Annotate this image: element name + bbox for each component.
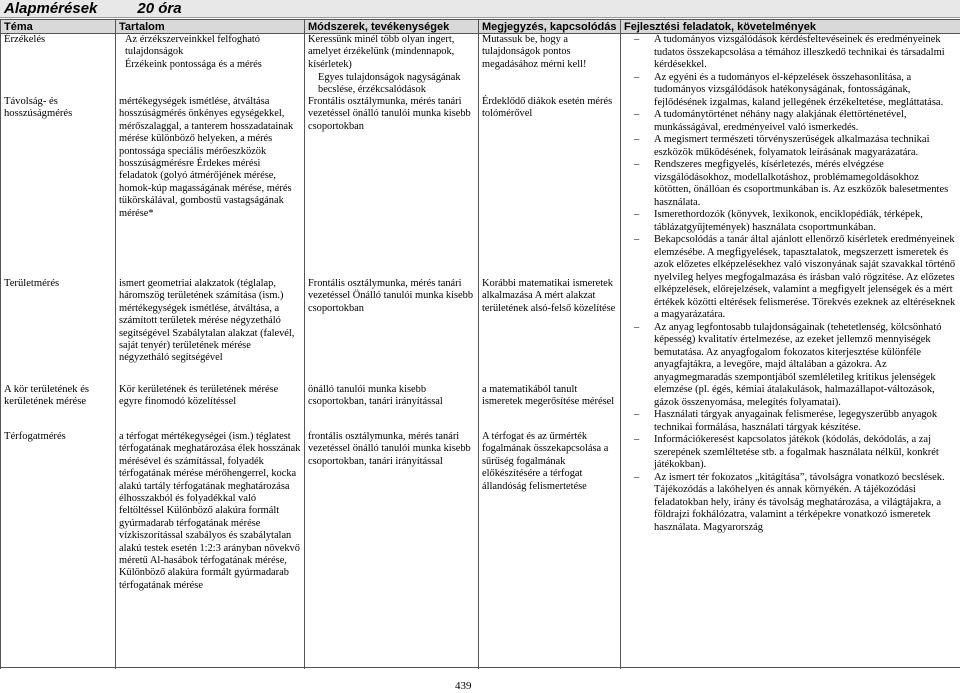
development-column xyxy=(621,34,960,669)
page-number: 439 xyxy=(455,680,472,692)
table-row xyxy=(1,34,960,669)
notes-volume: A térfogat és az űrmérték fogalmának összekapcsolása a sűrűség fogalmának előkészítésére a térfogat állandóság felismertetése xyxy=(482,431,609,492)
column-header-notes: Megjegyzés, kapcsolódás xyxy=(479,20,621,34)
topic-circle: A kör területének és kerületének mérése xyxy=(4,384,90,408)
list-item: – A tudománytörténet néhány nagy alakjának élettörténetével, munkásságával, eredményeivel való ismerkedés. xyxy=(634,109,957,134)
topic-distance-length: Távolság- és hosszúságmérés xyxy=(4,96,73,120)
curriculum-table xyxy=(0,19,960,669)
column-header-development: Fejlesztési feladatok, követelmények xyxy=(621,20,960,34)
list-item: – Információkeresést kapcsolatos játékok (kódolás, dekódolás, a zaj szerepének szemléltetése stb. a fogalmak használata nélkül, konkrét játékokban). xyxy=(634,434,957,472)
methods-estimation: Egyes tulajdonságok nagyságának becslése, érzékcsalódások xyxy=(318,72,461,96)
page-title xyxy=(0,0,960,18)
notes-perception: Mutassuk be, hogy a tulajdonságok pontos megadásához mérni kell! xyxy=(482,34,587,70)
column-header-content: Tartalom xyxy=(116,20,305,34)
section-hours: 20 óra xyxy=(137,0,182,17)
table-header-row xyxy=(1,20,960,34)
methods-area: Frontális osztálymunka, mérés tanári vezetéssel Önálló tanulói munka kisebb csoportokban xyxy=(308,278,474,314)
column-header-methods: Módszerek, tevékenységek xyxy=(305,20,479,34)
topic-volume: Térfogatmérés xyxy=(4,431,66,442)
notes-area: Korábbi matematikai ismeretek alkalmazása A mért alakzat területének alsó-felső közelítése xyxy=(482,278,616,314)
development-list xyxy=(624,34,957,534)
content-senses: Az érzékszerveinkkel felfogható tulajdonságok xyxy=(125,34,261,58)
list-item: – Ismerethordozók (könyvek, lexikonok, enciklopédiák, térképek, táblázatgyűjtemények) használata csoportmunkában. xyxy=(634,209,957,234)
content-circle: Kör kerületének és területének mérése egyre finomodó közelítéssel xyxy=(119,384,279,408)
methods-perception: Keressünk minél több olyan ingert, amelyet érzékelünk (mindennapok, kísérletek) xyxy=(308,34,455,70)
table-bottom-border xyxy=(0,667,960,668)
topic-area: Területmérés xyxy=(4,278,60,289)
content-length: mértékegységek ismétlése, átváltása hosszúságmérés önkényes egységekkel, mérőszalaggal, a tanterem hosszadatainak mérése különböző helyeken, a mérés pontossága speciális mérőeszközök hosszúságmérésre Érdekes mérési feladatok (golyó átmérőjének mérése, homok-kúp magasságának mérése, mérés tükörskálával, gombostű vastagságának mérése* xyxy=(119,96,294,219)
methods-volume: frontális osztálymunka, mérés tanári vezetéssel önálló tanulói munka kisebb csoportokban, tanári irányítással xyxy=(308,431,471,467)
list-item: – Használati tárgyak anyagainak felismerése, legegyszerűbb anyagok technikai formálása, használati tárgyak készítése. xyxy=(634,409,957,434)
content-column xyxy=(116,34,305,669)
column-header-topic: Téma xyxy=(1,20,116,34)
topic-perception: Érzékelés xyxy=(4,34,46,45)
methods-column xyxy=(305,34,479,669)
list-item: – Az ismert tér fokozatos „kitágítása”, távolságra vonatkozó becslések. Tájékozódás a lakóhelyen és annak környékén. A tájékozódási feladatokban hely, irány és távolság meghatározása, a világtájakra, a földrajzi fokhálózatra, valamint a térképekre vonatkozó ismeretek használata. Magyarország xyxy=(634,472,957,535)
list-item: – A megismert természeti törvényszerűségek alkalmazása technikai eszközök működésének, folyamatok leírásának magyarázatára. xyxy=(634,134,957,159)
list-item: – Az egyéni és a tudományos el-képzelések összehasonlítása, a tudományos vizsgálódások hatékonyságának, fontosságának, fejlődésének izgalmas, kaland jellegének érzékeltetése, megláttatása. xyxy=(634,72,957,110)
list-item: – Rendszeres megfigyelés, kísérletezés, mérés elvégzése vizsgálódásokhoz, modellalkotáshoz, problémamegoldásokhoz kötötten, önállóan és csoportmunkában is. Az eszközök balesetmentes használata. xyxy=(634,159,957,209)
notes-column xyxy=(479,34,621,669)
content-area: ismert geometriai alakzatok (téglalap, háromszög területének számítása (ism.) mértékegységek ismétlése, átváltása, a számított területek mérése négyzetháló segítségével Szabálytalan alakzat (falevél, saját tenyér) területének mérése négyzetháló segítségével xyxy=(119,278,295,364)
notes-circle: a matematikából tanult ismeretek megerősítése mérésel xyxy=(482,384,615,408)
list-item: – Az anyag legfontosabb tulajdonságainak (tehetetlenség, kölcsönható képesség) kvalitatív értelmezése, az ezeket jellemző mennyiségek bemutatása. Az anyagfogalom fokozatos kiterjesztése különféle anyagfajtákra, a levegőre, majd általában a gázokra. Az anyagmegmaradás szempontjából szemléletileg kritikus jelenségek elemzése (pl. égés, kémiai átalakulások, halmazállapot-változások, gázok összenyomása, melegítés folyamatai). xyxy=(634,322,957,410)
list-item: – Bekapcsolódás a tanár által ajánlott ellenőrző kísérletek eredményeinek elemzésébe. A megfigyelések, tapasztalatok, megszerzett ismeretek és azok előzetes elképzelésekhez való viszonyának saját szavakkal történő nyelvileg helyes megfogalmazása és írásban való rögzítése. Az előzetes elképzelések, előrejelzések, valamint a megfigyelt jelenségek és a mért értékek közötti eltérések felismerése. Törekvés ezeknek az eltéréseknek a magyarázatára. xyxy=(634,234,957,322)
notes-length: Érdeklődő diákok esetén mérés tolómérővel xyxy=(482,96,613,120)
section-title: Alapmérések xyxy=(4,0,98,17)
methods-length: Frontális osztálymunka, mérés tanári vezetéssel önálló tanulói munka kisebb csoportokban xyxy=(308,96,471,132)
methods-circle: önálló tanulói munka kisebb csoportokban, tanári irányítással xyxy=(308,384,443,408)
list-item: – A tudományos vizsgálódások kérdésfeltevéseinek és eredményeinek tudatos összekapcsolása a témához illeszkedő technikai és társadalmi kérdésekkel. xyxy=(634,34,957,72)
topic-column xyxy=(1,34,116,669)
content-senses-accuracy: Érzékeink pontossága és a mérés xyxy=(125,59,262,70)
content-volume: a térfogat mértékegységei (ism.) téglatest térfogatának meghatározása élek hosszának mérésével és számítással, folyadék térfogatának mérése mérőhengerrel, kocka alakú tartály térfogatának meghatározása élhosszakból és folyadékkal való feltöltéssel Különböző alakúra formált gyúrmadarab térfogatának mérése vízkiszorítással szabályos és szabálytalan alakú testek esetén 1:2:3 arányban növekvő méretű Al-hasábok térfogatának mérése, Különböző alakúra formált gyúrmadarab térfogatának mérése xyxy=(119,431,301,591)
